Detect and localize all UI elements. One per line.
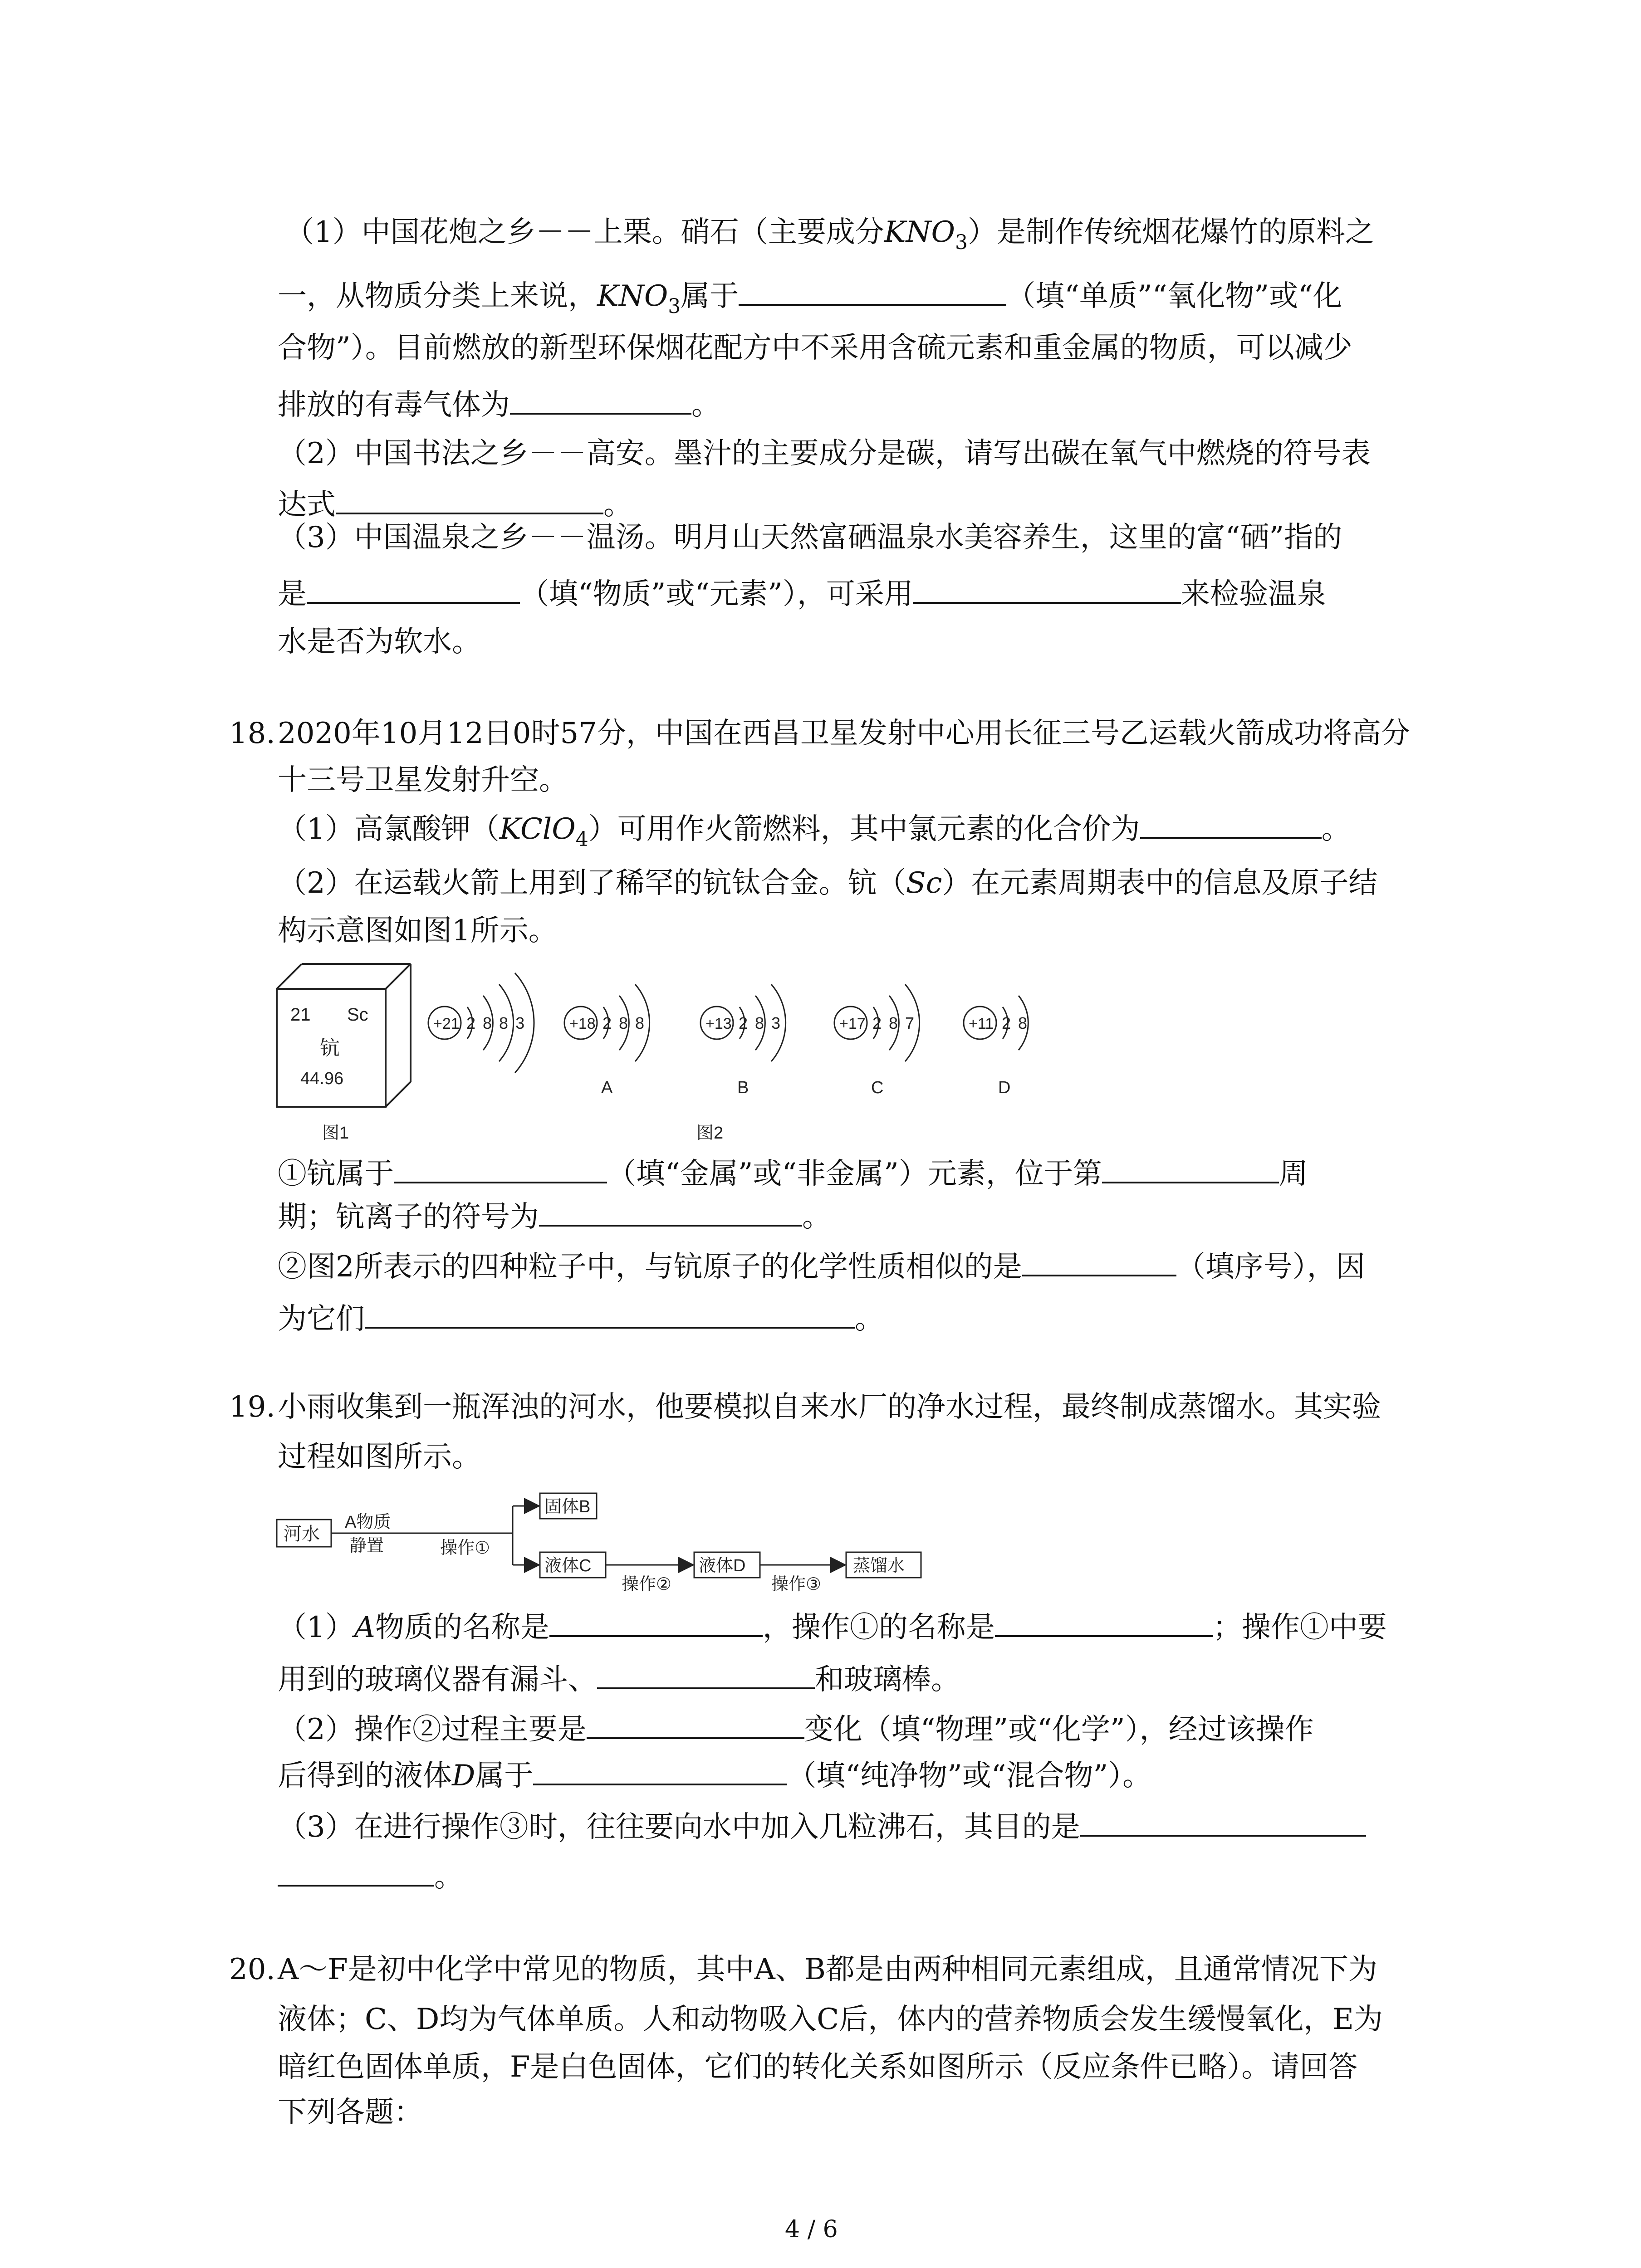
q18-line-8: ②图2所表示的四种粒子中，与钪原子的化学性质相似的是 （填序号），因 xyxy=(278,1247,1365,1281)
svg-text:蒸馏水: 蒸馏水 xyxy=(853,1556,905,1575)
svg-text:+21: +21 xyxy=(433,1015,460,1032)
svg-text:+18: +18 xyxy=(569,1015,596,1032)
q17-line-7: （3）中国温泉之乡－－温汤。明月山天然富硒温泉水美容养生，这里的富“硒”指的 xyxy=(278,521,1342,554)
q18-line-4: （2）在运载火箭上用到了稀罕的钪钛合金。钪（Sc）在元素周期表中的信息及原子结 xyxy=(278,866,1378,900)
atom-c xyxy=(834,984,920,1097)
q18-number: 18. xyxy=(229,717,275,750)
q18-line-6: ①钪属于 （填“金属”或“非金属”）元素，位于第 周 xyxy=(278,1154,1308,1188)
svg-text:+13: +13 xyxy=(705,1015,732,1032)
answer-blank[interactable] xyxy=(533,1756,787,1785)
q17-line-3: 合物”）。目前燃放的新型环保烟花配方中不采用含硫元素和重金属的物质，可以减少 xyxy=(278,331,1352,365)
svg-text:2 8: 2 8 xyxy=(1002,1014,1028,1032)
q19-line-8: 。 xyxy=(278,1857,463,1892)
answer-blank[interactable] xyxy=(278,1857,434,1887)
svg-text:2 8 8 3: 2 8 8 3 xyxy=(466,1014,525,1032)
element-cell-sc xyxy=(277,964,411,1107)
svg-text:+11: +11 xyxy=(969,1015,994,1032)
atom-a xyxy=(564,984,650,1097)
q19-number: 19. xyxy=(229,1390,275,1424)
svg-text:D: D xyxy=(998,1078,1011,1097)
svg-text:河水: 河水 xyxy=(284,1524,320,1544)
q19-line-3: （1）A物质的名称是 ，操作①的名称是 ；操作①中要 xyxy=(278,1608,1387,1642)
answer-blank[interactable] xyxy=(1080,1808,1366,1837)
answer-blank[interactable] xyxy=(549,1608,763,1637)
answer-blank[interactable] xyxy=(1140,810,1322,839)
svg-text:2 8 7: 2 8 7 xyxy=(872,1014,915,1032)
q17-line-8: 是 （填“物质”或“元素”），可采用 来检验温泉 xyxy=(278,575,1326,609)
q17-line-9: 水是否为软水。 xyxy=(278,625,481,659)
answer-blank[interactable] xyxy=(539,1198,802,1227)
atom-sc xyxy=(428,973,534,1073)
q20-line-2: 液体；C、D均为气体单质。人和动物吸入C后，体内的营养物质会发生缓慢氧化，E为 xyxy=(278,2003,1383,2036)
svg-text:固体B: 固体B xyxy=(544,1497,591,1516)
q18-line-3: （1）高氯酸钾（KClO$_4$）可用作火箭燃料，其中氯元素的化合价为 。 xyxy=(278,810,1351,844)
svg-text:A: A xyxy=(601,1078,613,1097)
answer-blank[interactable] xyxy=(365,1300,855,1329)
q18-line-2: 十三号卫星发射升空。 xyxy=(278,763,568,797)
svg-text:操作③: 操作③ xyxy=(771,1575,822,1594)
q18-line-9: 为它们 。 xyxy=(278,1300,884,1334)
svg-text:+17: +17 xyxy=(839,1015,866,1032)
q19-line-7: （3）在进行操作③时，往往要向水中加入几粒沸石，其目的是 xyxy=(278,1808,1366,1842)
q19-line-1: 小雨收集到一瓶浑浊的河水，他要模拟自来水厂的净水过程，最终制成蒸馏水。其实验 xyxy=(278,1390,1381,1424)
element-mass: 44.96 xyxy=(300,1069,344,1088)
svg-text:2 8 3: 2 8 3 xyxy=(739,1014,781,1032)
element-atomic-number: 21 xyxy=(290,1005,311,1025)
atom-d xyxy=(964,996,1028,1097)
figure-2-caption: 图2 xyxy=(696,1124,724,1143)
answer-blank[interactable] xyxy=(336,485,603,514)
element-symbol: Sc xyxy=(347,1005,368,1025)
svg-text:操作②: 操作② xyxy=(622,1575,672,1594)
q17-line-5: （2）中国书法之乡－－高安。墨汁的主要成分是碳，请写出碳在氧气中燃烧的符号表 xyxy=(278,437,1371,470)
q19-line-2: 过程如图所示。 xyxy=(278,1440,481,1474)
answer-blank[interactable] xyxy=(1022,1247,1176,1276)
q17-line-4: 排放的有毒气体为 。 xyxy=(278,386,720,420)
svg-text:液体D: 液体D xyxy=(699,1556,746,1575)
q20-line-4: 下列各题： xyxy=(278,2096,423,2129)
answer-blank[interactable] xyxy=(1102,1154,1279,1183)
q18-line-1: 2020年10月12日0时57分，中国在西昌卫星发射中心用长征三号乙运载火箭成功将高分 xyxy=(278,717,1410,750)
answer-blank[interactable] xyxy=(510,386,691,415)
answer-blank[interactable] xyxy=(587,1710,804,1739)
q18-line-7: 期；钪离子的符号为 。 xyxy=(278,1198,831,1232)
svg-text:液体C: 液体C xyxy=(544,1556,592,1575)
q19-line-6: 后得到的液体D属于 （填“纯净物”或“混合物”）。 xyxy=(278,1756,1151,1790)
q19-line-5: （2）操作②过程主要是 变化（填“物理”或“化学”），经过该操作 xyxy=(278,1710,1314,1744)
element-name: 钪 xyxy=(320,1037,340,1059)
svg-text:A物质: A物质 xyxy=(345,1513,391,1532)
svg-text:操作①: 操作① xyxy=(440,1539,490,1558)
answer-blank[interactable] xyxy=(739,277,1006,306)
atom-structure-figure xyxy=(272,957,1071,1148)
svg-text:B: B xyxy=(737,1078,749,1097)
q20-line-1: A～F是初中化学中常见的物质，其中A、B都是由两种相同元素组成，且通常情况下为 xyxy=(278,1953,1377,1986)
answer-blank[interactable] xyxy=(307,575,520,604)
svg-text:2 8 8: 2 8 8 xyxy=(603,1014,645,1032)
answer-blank[interactable] xyxy=(995,1608,1213,1637)
q20-number: 20. xyxy=(229,1953,275,1986)
figure-1-caption: 图1 xyxy=(322,1124,349,1143)
q17-line-1: （1）中国花炮之乡－－上栗。硝石（主要成分$KNO_3$）是制作传统烟花爆竹的原料之 xyxy=(285,215,1374,254)
answer-blank[interactable] xyxy=(394,1154,607,1183)
svg-text:静置: 静置 xyxy=(349,1536,384,1555)
answer-blank[interactable] xyxy=(597,1660,815,1689)
q19-line-4: 用到的玻璃仪器有漏斗、 和玻璃棒。 xyxy=(278,1660,960,1694)
atom-b xyxy=(700,984,786,1097)
water-purification-flow xyxy=(272,1492,944,1597)
answer-blank[interactable] xyxy=(913,575,1181,604)
page-number: 4 / 6 xyxy=(785,2216,838,2243)
q17-line-2: 一，从物质分类上来说，$KNO_3$属于 （填“单质”“氧化物”或“化 xyxy=(278,277,1342,311)
q18-line-5: 构示意图如图1所示。 xyxy=(278,914,558,948)
q20-line-3: 暗红色固体单质，F是白色固体，它们的转化关系如图所示（反应条件已略）。请回答 xyxy=(278,2050,1358,2084)
q17-line-6: 达式 。 xyxy=(278,485,632,519)
svg-text:C: C xyxy=(871,1078,884,1097)
